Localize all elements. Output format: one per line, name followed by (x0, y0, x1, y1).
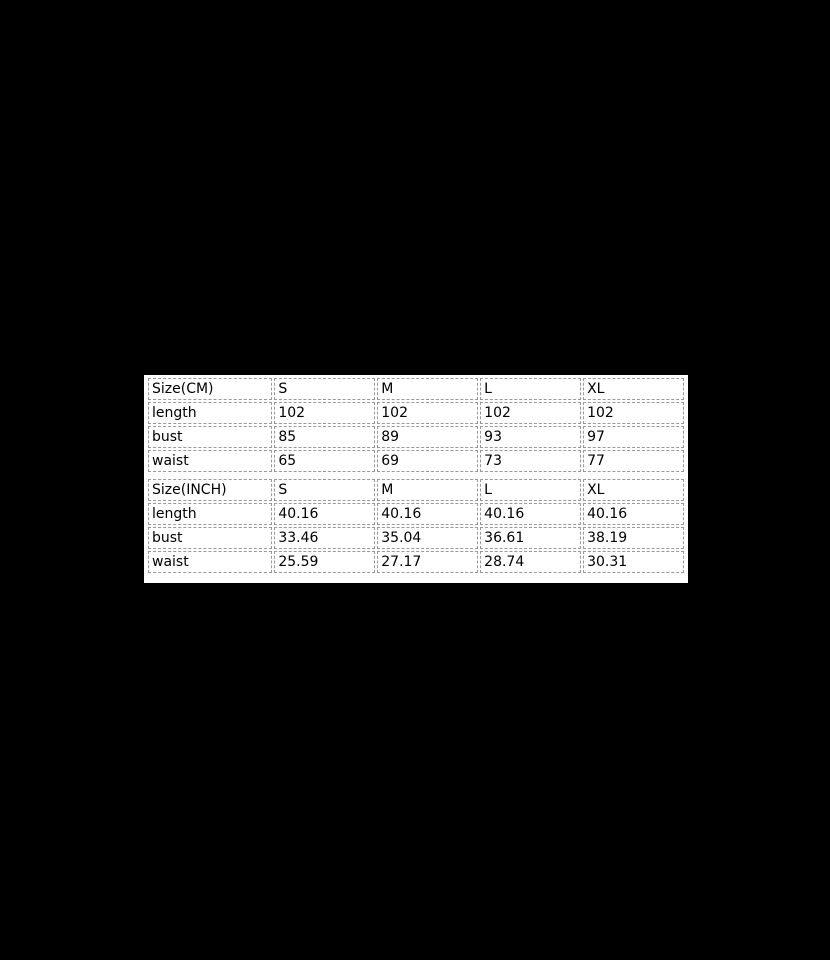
inch-header-size-m-cell: M (377, 479, 478, 501)
row-label-cell: waist (148, 551, 272, 573)
table-row-inch-length (148, 503, 684, 525)
table-row-cm-length (148, 402, 684, 424)
value-cell: 40.16 (274, 503, 375, 525)
value-cell: 85 (274, 426, 375, 448)
value-cell: 102 (274, 402, 375, 424)
table-row-cm-header (148, 378, 684, 400)
row-label-cell: bust (148, 527, 272, 549)
value-cell: 102 (480, 402, 581, 424)
size-chart-inch-table (146, 477, 686, 575)
table-row-cm-waist (148, 450, 684, 472)
value-cell: 33.46 (274, 527, 375, 549)
cm-header-size-xl-cell: XL (583, 378, 684, 400)
value-cell: 93 (480, 426, 581, 448)
value-cell: 28.74 (480, 551, 581, 573)
value-cell: 65 (274, 450, 375, 472)
table-row-cm-bust (148, 426, 684, 448)
value-cell: 73 (480, 450, 581, 472)
inch-header-size-xl-cell: XL (583, 479, 684, 501)
value-cell: 102 (377, 402, 478, 424)
cm-header-size-l-cell: L (480, 378, 581, 400)
value-cell: 30.31 (583, 551, 684, 573)
value-cell: 97 (583, 426, 684, 448)
value-cell: 25.59 (274, 551, 375, 573)
row-label-cell: length (148, 402, 272, 424)
inch-header-label-cell: Size(INCH) (148, 479, 272, 501)
value-cell: 27.17 (377, 551, 478, 573)
row-label-cell: waist (148, 450, 272, 472)
value-cell: 36.61 (480, 527, 581, 549)
table-row-inch-waist (148, 551, 684, 573)
inch-header-size-l-cell: L (480, 479, 581, 501)
cm-header-size-m-cell: M (377, 378, 478, 400)
row-label-cell: bust (148, 426, 272, 448)
inch-header-size-s-cell: S (274, 479, 375, 501)
value-cell: 40.16 (377, 503, 478, 525)
value-cell: 89 (377, 426, 478, 448)
value-cell: 38.19 (583, 527, 684, 549)
value-cell: 40.16 (583, 503, 684, 525)
table-row-inch-header (148, 479, 684, 501)
size-chart-cm-table (146, 376, 686, 474)
row-label-cell: length (148, 503, 272, 525)
value-cell: 77 (583, 450, 684, 472)
value-cell: 102 (583, 402, 684, 424)
table-row-inch-bust (148, 527, 684, 549)
cm-header-size-s-cell: S (274, 378, 375, 400)
value-cell: 40.16 (480, 503, 581, 525)
cm-header-label-cell: Size(CM) (148, 378, 272, 400)
value-cell: 69 (377, 450, 478, 472)
value-cell: 35.04 (377, 527, 478, 549)
size-chart-panel (144, 375, 688, 583)
